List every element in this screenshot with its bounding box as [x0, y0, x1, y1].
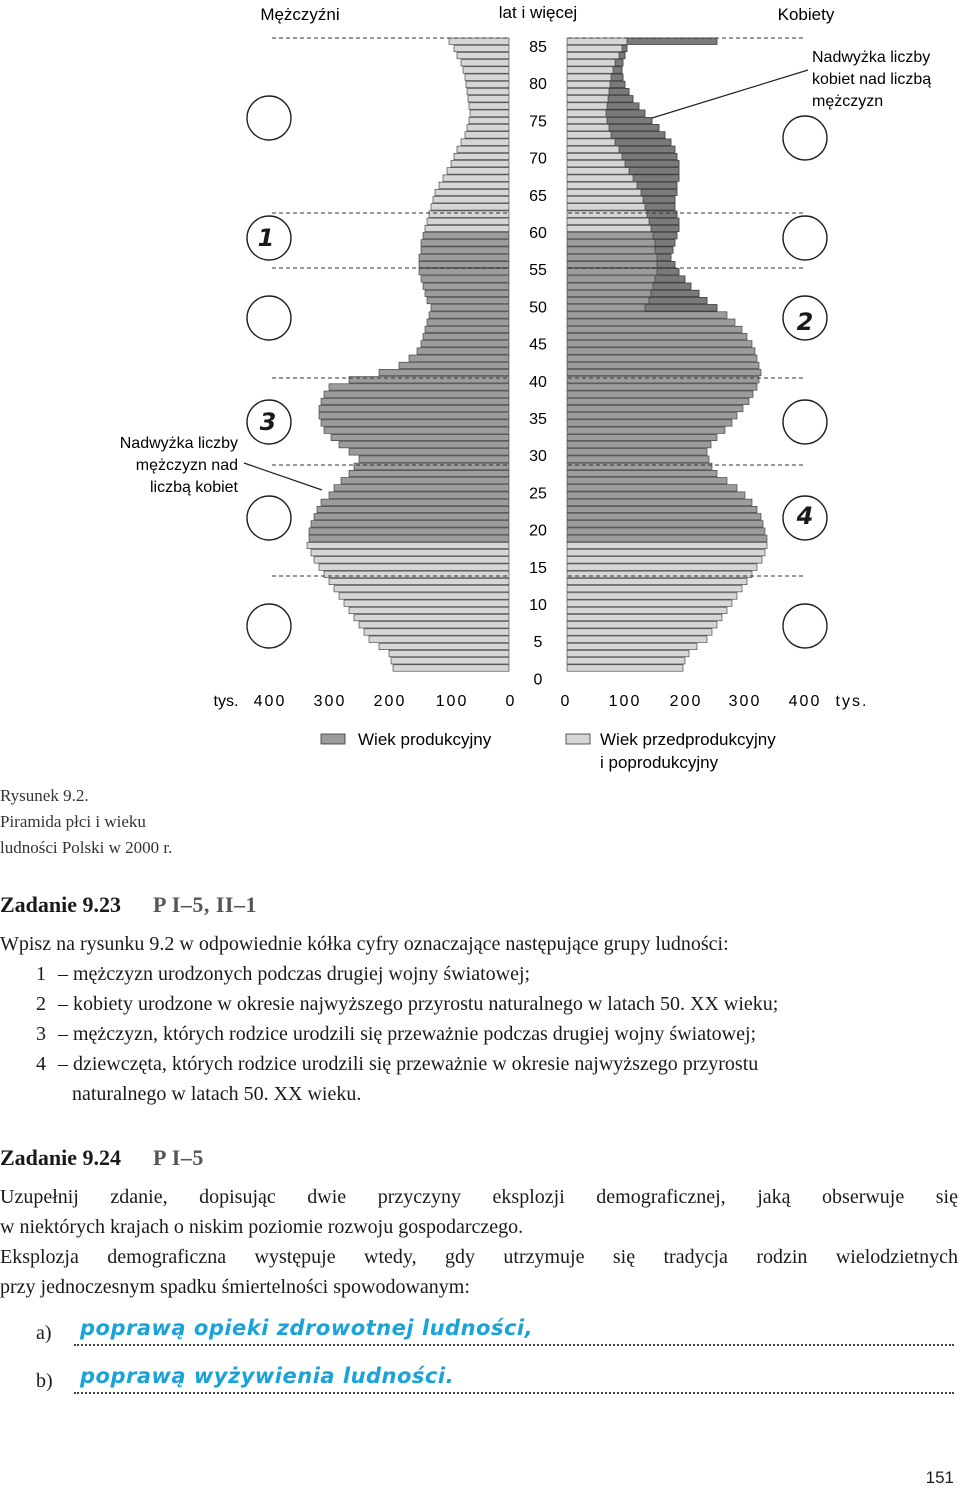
women-bar [567, 463, 712, 469]
age-tick-label: 80 [529, 76, 547, 94]
men-bar [421, 247, 509, 253]
answer-circle-left-6[interactable] [247, 604, 291, 648]
men-bar [359, 456, 509, 462]
men-bar [423, 283, 509, 289]
men-bar [466, 81, 509, 87]
answer-a-line[interactable] [74, 1344, 954, 1346]
answer-b-row [0, 1364, 958, 1404]
men-bar [425, 326, 509, 332]
women-bar [567, 665, 683, 671]
men-bar [344, 600, 509, 606]
legend-swatch-productive [321, 734, 345, 744]
digit-3: 3 [259, 408, 277, 436]
age-tick-label: 85 [529, 39, 547, 56]
men-bar [307, 542, 509, 548]
women-bar [567, 542, 767, 548]
men-bar [431, 204, 509, 210]
men-bar [311, 521, 509, 527]
men-bar [399, 362, 509, 368]
task-23-item-3: 3 – mężczyzn, których rodzice urodzili się przeważnie podczas drugiej wojny światowej; [36, 1023, 757, 1045]
women-bar [567, 643, 697, 649]
page-number: 151 [925, 1468, 954, 1487]
men-bar [319, 564, 509, 570]
men-bar [379, 643, 509, 649]
svg-text:Nadwyżka liczby: Nadwyżka liczby [812, 49, 931, 66]
women-excess-bar [611, 74, 623, 80]
men-bar [451, 161, 509, 167]
men-bar [311, 550, 509, 556]
men-bar [419, 261, 509, 267]
women-excess-bar [610, 81, 625, 87]
women-bar [567, 629, 712, 635]
women-axis-tick: 100 [608, 693, 642, 710]
task-23-item-4-cont: naturalnego w latach 50. XX wieku. [72, 1083, 362, 1105]
men-bar [447, 168, 509, 174]
women-bar [567, 658, 685, 664]
men-bar [454, 45, 509, 51]
legend [321, 730, 776, 772]
men-bar [449, 38, 509, 44]
women-bar [567, 254, 671, 260]
men-bar [339, 593, 509, 599]
women-bar [567, 557, 762, 563]
women-excess-bar [655, 240, 675, 246]
men-axis-ticks [254, 693, 517, 710]
women-bar [567, 420, 732, 426]
svg-text:kobiet nad liczbą: kobiet nad liczbą [812, 71, 932, 88]
age-tick-label: 60 [529, 225, 547, 242]
women-bar [567, 348, 755, 354]
men-bar [379, 369, 509, 375]
men-bar [439, 182, 509, 188]
women-excess-bar [619, 52, 625, 58]
women-excess-bar [627, 38, 717, 44]
women-bar [567, 434, 717, 440]
answer-b-handwritten: poprawą wyżywienia ludności. [80, 1364, 455, 1388]
men-bar [469, 117, 509, 123]
legend-swatch-nonproductive [566, 734, 590, 744]
age-tick-label: 50 [529, 299, 547, 317]
women-axis-tick: 400 [788, 693, 822, 710]
men-bar [324, 571, 509, 577]
women-excess-bar [655, 247, 673, 253]
men-bar [354, 614, 509, 620]
answer-circle-right-2[interactable] [783, 216, 827, 260]
men-bar [435, 189, 509, 195]
task-24-p1-line1: Uzupełnij zdanie, dopisując dwie przyczyny eksplozji demograficznej, jaką obserwuje się [0, 1186, 958, 1208]
answer-circle-left-5[interactable] [247, 496, 291, 540]
age-tick-label: 0 [533, 671, 543, 689]
women-bar [567, 571, 752, 577]
men-label: Mężczyźni [260, 5, 340, 24]
women-excess-bar [629, 168, 679, 174]
men-bar [334, 485, 509, 491]
top-age-label: lat i więcej [498, 3, 578, 22]
men-bar [314, 557, 509, 563]
age-tick-label: 75 [529, 113, 547, 131]
men-bar [324, 391, 509, 397]
men-bar [349, 470, 509, 476]
men-bar [423, 333, 509, 339]
men-bar [457, 52, 509, 58]
age-tick-label: 30 [529, 448, 547, 466]
women-excess-bar [655, 276, 685, 282]
men-bar [321, 420, 509, 426]
answer-a-label: a) [36, 1322, 52, 1344]
women-bar [567, 492, 745, 498]
women-bar [567, 405, 743, 411]
men-bar [469, 103, 509, 109]
age-axis-labels [529, 39, 547, 688]
women-axis-tick: 200 [669, 693, 703, 710]
men-axis-tick: 0 [505, 693, 517, 710]
women-excess-bar [653, 283, 691, 289]
women-bar [567, 499, 752, 505]
women-excess-bar [609, 88, 629, 94]
women-excess-bar [606, 110, 645, 116]
men-bar [427, 319, 509, 325]
men-bar [433, 197, 509, 203]
women-bar [567, 550, 765, 556]
legend-label-productive: Wiek produkcyjny [358, 730, 492, 749]
men-bar [309, 528, 509, 534]
age-tick-label: 55 [529, 262, 547, 280]
men-bar [470, 110, 509, 116]
men-bar [317, 506, 509, 512]
women-excess-bar [625, 161, 679, 167]
men-bar [425, 290, 509, 296]
men-bar [465, 74, 509, 80]
svg-text:Nadwyżka liczby: Nadwyżka liczby [119, 435, 238, 452]
men-bar [427, 297, 509, 303]
answer-a-row [0, 1316, 958, 1356]
men-bar [364, 629, 509, 635]
men-bar [324, 427, 509, 433]
women-bar [567, 650, 689, 656]
digit-1: 1 [257, 224, 275, 252]
men-bar [319, 405, 509, 411]
women-bar [567, 614, 722, 620]
answer-circle-left-3[interactable] [247, 296, 291, 340]
women-excess-bar [607, 117, 652, 123]
women-excess-bar [641, 189, 677, 195]
women-bar [567, 369, 761, 375]
men-bar [457, 146, 509, 152]
women-excess-bar [608, 96, 633, 102]
svg-text:liczbą kobiet: liczbą kobiet [149, 479, 238, 496]
answer-circle-left-1[interactable] [247, 96, 291, 140]
men-bar [359, 622, 509, 628]
men-bar [334, 586, 509, 592]
men-bar [329, 492, 509, 498]
annotation-men-excess [120, 435, 322, 496]
women-excess-bar [651, 225, 679, 231]
women-excess-bar [611, 132, 665, 138]
answer-circle-right-4[interactable] [783, 400, 827, 444]
answer-a-handwritten: poprawą opieki zdrowotnej ludności, [80, 1316, 534, 1340]
women-excess-bar [615, 139, 671, 145]
men-bar [443, 175, 509, 181]
women-bar [567, 485, 737, 491]
unit-right: tys. [835, 693, 869, 710]
men-bar [468, 96, 509, 102]
svg-text:mężczyzn nad: mężczyzn nad [135, 457, 238, 474]
men-bar [349, 607, 509, 613]
women-label: Kobiety [777, 5, 835, 24]
women-bar [567, 506, 757, 512]
men-bar [329, 578, 509, 584]
men-bar [421, 276, 509, 282]
men-bar [461, 60, 509, 66]
answer-circle-right-6[interactable] [783, 604, 827, 648]
men-bar [391, 658, 509, 664]
women-bar [567, 45, 627, 51]
women-bar [567, 398, 749, 404]
women-bar [567, 470, 717, 476]
men-bar [429, 211, 509, 217]
men-bar [461, 139, 509, 145]
women-bar [567, 586, 742, 592]
age-tick-label: 70 [529, 150, 547, 168]
women-bar [567, 391, 753, 397]
women-excess-bar [657, 254, 671, 260]
men-bar [417, 348, 509, 354]
women-bar [567, 326, 742, 332]
men-bar [465, 132, 509, 138]
women-bar [567, 333, 747, 339]
women-bar [567, 478, 727, 484]
women-excess-bar [613, 67, 622, 73]
women-excess-bar [622, 153, 677, 159]
age-tick-label: 35 [529, 411, 547, 428]
annotation-women-excess [652, 49, 931, 118]
answer-b-line[interactable] [74, 1392, 954, 1394]
women-excess-bar [647, 211, 677, 217]
men-bar [454, 153, 509, 159]
men-bar [339, 442, 509, 448]
men-bar [309, 535, 509, 541]
unit-left: tys. [213, 693, 239, 710]
answer-circle-right-1[interactable] [783, 116, 827, 160]
age-tick-label: 20 [529, 522, 547, 540]
men-axis-tick: 300 [313, 693, 347, 710]
task-24-p2-line2: przy jednoczesnym spadku śmiertelności spowodowanym: [0, 1276, 470, 1298]
women-excess-bar [657, 269, 679, 275]
women-excess-bar [619, 146, 675, 152]
task-23-intro: Wpisz na rysunku 9.2 w odpowiednie kółka cyfry oznaczające następujące grupy ludności: [0, 933, 729, 955]
women-bar [567, 384, 757, 390]
women-bar [567, 362, 759, 368]
age-tick-label: 15 [529, 559, 547, 577]
men-bar [431, 305, 509, 311]
women-excess-bar [609, 125, 659, 131]
men-bar [421, 341, 509, 347]
men-bar [369, 636, 509, 642]
women-bar [567, 319, 735, 325]
task-23-item-4: 4 – dziewczęta, których rodzice urodzili się przeważnie w okresie najwyższego przyrostu [36, 1053, 759, 1075]
men-bar [314, 514, 509, 520]
women-excess-bar [633, 175, 679, 181]
men-bar [393, 665, 509, 671]
women-bar [567, 607, 727, 613]
men-bar [321, 499, 509, 505]
women-bar [567, 312, 727, 318]
age-tick-label: 5 [533, 634, 543, 652]
men-bar [409, 355, 509, 361]
men-bar [331, 434, 509, 440]
age-tick-label: 45 [529, 336, 547, 354]
answer-b-label: b) [36, 1370, 53, 1392]
women-bar [567, 564, 757, 570]
task-24-p2-line1: Eksplozja demograficzna występuje wtedy, gdy utrzymuje się tradycja rodzin wielodzietnych [0, 1246, 958, 1268]
men-bar [467, 88, 509, 94]
women-bar [567, 593, 737, 599]
men-bar [425, 225, 509, 231]
women-axis-ticks [561, 693, 822, 710]
svg-text:mężczyzn: mężczyzn [812, 93, 884, 110]
women-excess-bar [645, 204, 675, 210]
task-23-item-2: 2 – kobiety urodzone w okresie najwyższego przyrostu naturalnego w latach 50. XX wieku; [36, 993, 779, 1015]
women-excess-bar [649, 297, 707, 303]
men-bar [427, 218, 509, 224]
women-bar [567, 535, 767, 541]
women-axis-tick: 0 [560, 693, 572, 710]
women-bar [567, 521, 763, 527]
women-bar [567, 578, 747, 584]
men-bar [467, 125, 509, 131]
men-bar [329, 384, 509, 390]
women-excess-bar [657, 261, 675, 267]
women-excess-bar [615, 60, 623, 66]
women-bar [567, 355, 757, 361]
men-bar [463, 67, 509, 73]
women-excess-bar [622, 45, 627, 51]
women-excess-bar [607, 103, 639, 109]
women-bar [567, 341, 752, 347]
task-24-p1-line2: w niektórych krajach o niskim poziomie rozwoju gospodarczego. [0, 1216, 524, 1238]
figure-caption: Rysunek 9.2. Piramida płci i wieku ludności Polski w 2000 r. [0, 786, 173, 857]
age-tick-label: 40 [529, 373, 547, 391]
women-bar [567, 514, 761, 520]
men-bar [354, 463, 509, 469]
women-excess-bar [649, 218, 679, 224]
women-excess-bar [653, 233, 677, 239]
age-tick-label: 25 [529, 485, 547, 503]
legend-label-nonproductive-2: i poprodukcyjny [600, 753, 719, 772]
women-bar [567, 456, 709, 462]
men-bar [349, 449, 509, 455]
digit-4: 4 [796, 502, 814, 530]
women-excess-bar [643, 197, 675, 203]
men-bar [319, 413, 509, 419]
men-axis-tick: 400 [253, 693, 287, 710]
men-axis-tick: 100 [435, 693, 469, 710]
women-bar [567, 449, 707, 455]
men-bar [389, 650, 509, 656]
age-tick-label: 10 [529, 597, 547, 614]
women-bar [567, 52, 625, 58]
women-bar [567, 60, 623, 66]
digit-2: 2 [796, 308, 814, 336]
women-bar [567, 622, 717, 628]
men-bar [419, 254, 509, 260]
men-bar [423, 233, 509, 239]
women-bar [567, 442, 711, 448]
women-bar [567, 427, 725, 433]
women-excess-bar [637, 182, 677, 188]
women-bar [567, 528, 765, 534]
task-23-heading: Zadanie 9.23 P I–5, II–1 [0, 892, 257, 917]
age-tick-label: 65 [529, 187, 547, 205]
women-axis-tick: 300 [728, 693, 762, 710]
women-bar [567, 636, 707, 642]
women-excess-bar [645, 305, 717, 311]
men-bar [429, 312, 509, 318]
men-bar [341, 478, 509, 484]
men-bar [419, 269, 509, 275]
task-24-heading: Zadanie 9.24 P I–5 [0, 1145, 204, 1170]
women-excess-bar [651, 290, 699, 296]
legend-label-nonproductive-1: Wiek przedprodukcyjny [600, 730, 776, 749]
women-bar [567, 600, 732, 606]
task-23-item-1: 1 – mężczyzn urodzonych podczas drugiej wojny światowej; [36, 963, 531, 985]
men-bar [321, 398, 509, 404]
men-bar [421, 240, 509, 246]
women-bar [567, 413, 737, 419]
men-axis-tick: 200 [373, 693, 407, 710]
